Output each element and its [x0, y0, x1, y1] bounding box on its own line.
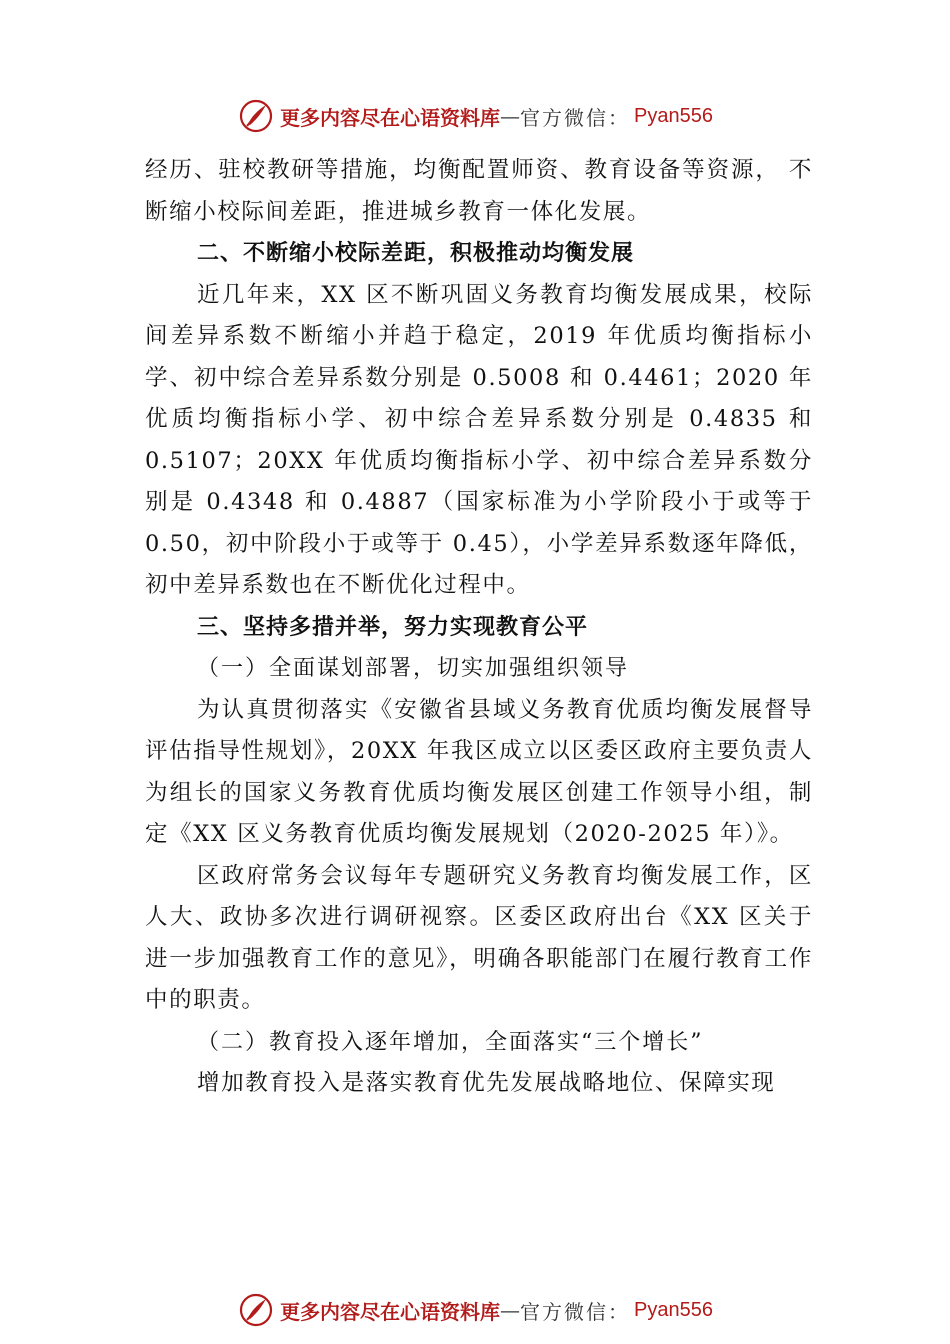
quill-logo-icon — [238, 1292, 274, 1328]
watermark-dash: — — [500, 104, 520, 128]
watermark-dash: — — [500, 1298, 520, 1322]
watermark-banner-top — [238, 96, 713, 136]
paragraph-education-investment: 增加教育投入是落实教育优先发展战略地位、保障实现 — [197, 1070, 776, 1096]
watermark-brand: 更多内容尽在心语资料库 — [280, 1299, 500, 1324]
section-heading-3: 三、坚持多措并举，努力实现教育公平 — [197, 614, 589, 640]
subheading-1: （一）全面谋划部署，切实加强组织领导 — [197, 656, 630, 681]
watermark-label: 官方微信： — [520, 105, 630, 130]
watermark-wechat-id: Pyan556 — [634, 104, 713, 127]
quill-logo-icon — [238, 98, 274, 134]
watermark-brand: 更多内容尽在心语资料库 — [280, 105, 500, 130]
paragraph-difference-coefficients: 近几年来，XX 区不断巩固义务教育均衡发展成果，校际间差异系数不断缩小并趋于稳定，2019 年优质均衡指标小学、初中综合差异系数分别是 0.5008 和 0.4461；2020 年优质均衡指标小学、初中综合差异系数分别是 0.4835 和 0.5107；20XX 年优质均衡指标小学、初中综合差异系数分别是 0.4348 和 0.4887（国家标准为小学阶段小于或等于 0.50，初中阶段小于或等于 0.45），小学差异系数逐年降低，初中差异系数也在不断优化过程中。 — [145, 281, 813, 598]
paragraph-government-meetings: 区政府常务会议每年专题研究义务教育均衡发展工作，区人大、政协多次进行调研视察。区委区政府出台《XX 区关于进一步加强教育工作的意见》，明确各职能部门在履行教育工作中的职责。 — [145, 862, 813, 1013]
paragraph-continued: 经历、驻校教研等措施，均衡配置师资、教育设备等资源， 不断缩小校际间差距，推进城乡教育一体化发展。 — [145, 157, 813, 225]
document-body — [145, 150, 813, 1105]
watermark-wechat-id: Pyan556 — [634, 1298, 713, 1321]
watermark-label: 官方微信： — [520, 1299, 630, 1324]
subheading-2: （二）教育投入逐年增加，全面落实“三个增长” — [197, 1029, 704, 1055]
paragraph-leadership-group: 为认真贯彻落实《安徽省县域义务教育优质均衡发展督导评估指导性规划》，20XX 年我区成立以区委区政府主要负责人为组长的国家义务教育优质均衡发展区创建工作领导小组，制定《XX 区义务教育优质均衡发展规划（2020-2025 年）》。 — [145, 696, 813, 847]
watermark-banner-bottom — [238, 1290, 713, 1330]
section-heading-2: 二、不断缩小校际差距，积极推动均衡发展 — [197, 241, 635, 266]
